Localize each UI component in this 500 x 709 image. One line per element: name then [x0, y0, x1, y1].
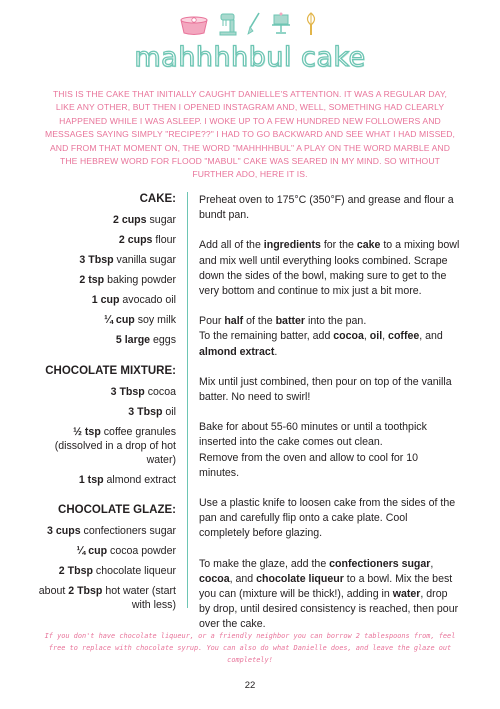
ingredient-item: 2 Tbsp chocolate liqueur — [58, 565, 176, 577]
ingredient-item: ½ tsp coffee granules (dissolved in a drop of hot water) — [54, 426, 176, 466]
cake-ingredients — [36, 192, 176, 347]
intro-paragraph: THIS IS THE CAKE THAT INITIALLY CAUGHT DANIELLE'S ATTENTION. IT WAS A REGULAR DAY, LIKE ANY OTHER, BUT THEN I OPENED INSTAGRAM AND, WELL, SOMETHING HAD CLEARLY HAPPENED WHILE I WAS ASLEEP. I WOKE UP TO A FEW HUNDRED NEW FOLLOWERS AND MESSAGES SAYING SIMPLY "RECIPE??" I HAD TO GO BACKWARD AND SEE WHAT I HAD MISSED, AND FROM THAT MOMENT ON, THE WORD "MAHHHHBUL" A PLAY ON THE WORD MARBLE AND THE HEBREW WORD FOR FLOOD "MABUL" CAKE WAS SEARED IN MY MIND. SO WITHOUT FURTHER ADO, HERE IT IS. — [44, 89, 456, 180]
method-step: Preheat oven to 175°C (350°F) and grease and flour a bundt pan. — [199, 194, 454, 222]
ingredient-item: 2 tsp baking powder — [79, 274, 176, 286]
chocolate-mixture-ingredients — [36, 364, 176, 487]
section-heading: CHOCOLATE MIXTURE: — [45, 365, 176, 377]
footnote: If you don't have chocolate liqueur, or a friendly neighbor you can borrow 2 tablespoons from, feel free to replace with chocolate syrup. You can also do what Danielle does, and leave the glaze out completely! — [44, 632, 456, 664]
mixer-icon — [218, 12, 238, 36]
ingredient-item: 5 large eggs — [115, 334, 176, 346]
ingredient-item: 3 Tbsp oil — [128, 406, 176, 418]
method-column — [199, 193, 461, 648]
ingredient-item: 3 Tbsp cocoa — [110, 386, 176, 398]
ingredients-column — [36, 192, 176, 622]
section-heading: CAKE: — [139, 193, 176, 205]
method-step: Mix until just combined, then pour on top of the vanilla batter. No need to swirl! — [199, 375, 452, 404]
ingredient-item: ¼ cup soy milk — [104, 314, 176, 326]
ingredient-item: 3 cups confectioners sugar — [47, 525, 176, 537]
ingredient-item: 2 cups sugar — [112, 214, 176, 226]
method-step: To make the glaze, add the confectioners sugar, cocoa, and chocolate liqueur to a bowl. Mix the best you can (mixture will be thick!), adding in water, drop by drop, until desired consistency is reached, then pour over the cake. — [199, 557, 459, 631]
kitchen-icons-row — [0, 12, 500, 36]
ingredient-item: ¼ cup cocoa powder — [76, 545, 176, 557]
ingredient-item: 1 tsp almond extract — [78, 474, 176, 486]
ingredient-item: 2 cups flour — [118, 234, 176, 246]
recipe-title: mahhhhbul cake — [134, 42, 366, 73]
ingredient-item: 3 Tbsp vanilla sugar — [79, 254, 176, 266]
whisk-icon — [301, 12, 321, 36]
method-step: Use a plastic knife to loosen cake from the sides of the pan and carefully flip onto a cake plate. Cool completely before glazing. — [199, 497, 456, 540]
cake-stand-icon — [270, 12, 292, 36]
section-heading: CHOCOLATE GLAZE: — [58, 504, 176, 516]
method-step: Add all of the ingredients for the cake to a mixing bowl and mix well until everything looks combined. Scrape down the sides of the bowl, making sure to get to the very bottom and continue to mix just a bit more. — [199, 239, 460, 298]
spatula-icon — [247, 12, 261, 36]
ingredient-item: 1 cup avocado oil — [91, 294, 176, 306]
page-number: 22 — [244, 680, 256, 691]
column-divider — [187, 192, 188, 608]
cake-pan-icon — [179, 14, 209, 36]
method-step: Pour half of the batter into the pan. To the remaining batter, add cocoa, oil, coffee, and almond extract. — [199, 315, 443, 358]
chocolate-glaze-ingredients — [36, 503, 176, 612]
ingredient-item: about 2 Tbsp hot water (start with less) — [38, 585, 176, 611]
method-step: Bake for about 55-60 minutes or until a toothpick inserted into the cake comes out clean. Remove from the oven and allow to cool for 10 minutes. — [199, 421, 427, 479]
